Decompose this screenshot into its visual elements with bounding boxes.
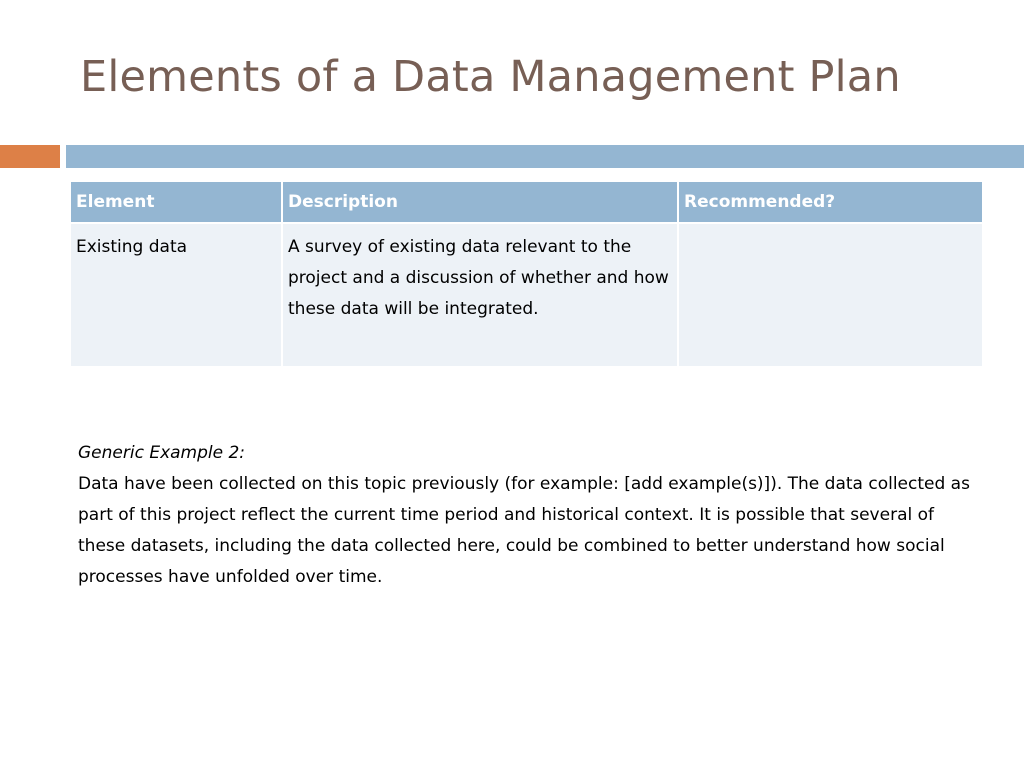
slide-title: Elements of a Data Management Plan	[80, 52, 901, 102]
column-header-recommended: Recommended?	[678, 181, 983, 223]
generic-example-block	[78, 438, 978, 593]
accent-bar-blue	[66, 145, 1024, 168]
accent-bar-orange	[0, 145, 60, 168]
table-header-row	[70, 181, 983, 223]
table-row	[70, 223, 983, 367]
cell-element: Existing data	[70, 223, 282, 367]
example-heading: Generic Example 2:	[78, 443, 246, 463]
column-header-description: Description	[282, 181, 678, 223]
cell-recommended	[678, 223, 983, 367]
dmp-elements-table	[69, 180, 984, 368]
example-body: Data have been collected on this topic previously (for example: [add example(s)]). The data collected as part of this project reflect the current time period and historical context. It is possible that several of these datasets, including the data collected here, could be combined to better understand how social processes have unfolded over time.	[78, 474, 970, 587]
cell-description: A survey of existing data relevant to the project and a discussion of whether and how these data will be integrated.	[282, 223, 678, 367]
column-header-element: Element	[70, 181, 282, 223]
